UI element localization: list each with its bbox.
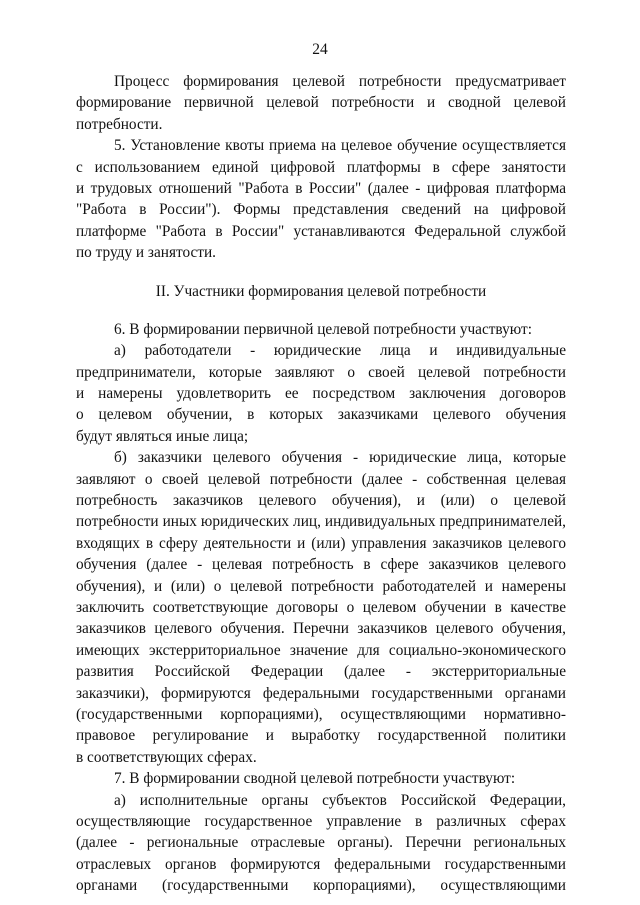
text-line: имеющих экстерриториальное значение для социально-экономического — [76, 641, 566, 659]
text-line: осуществляющие государственное управление в различных сферах — [76, 812, 566, 830]
document-body — [76, 71, 566, 896]
text-line: отраслевых органов формируются федеральными государственными — [76, 855, 566, 873]
text-line: "Работа в России"). Формы представления сведений на цифровой — [76, 201, 566, 219]
text-line: обучения), и (или) о целевой потребности работодателей и намерены — [76, 577, 566, 595]
text-line: 7. В формировании сводной целевой потребности участвуют: — [114, 770, 516, 788]
text-line: платформе "Работа в России" устанавливаются Федеральной службой — [76, 222, 566, 240]
text-line: обучения (далее - целевая потребность в сфере заказчиков целевого — [76, 556, 566, 574]
text-line: а) работодатели - юридические лица и индивидуальные — [114, 342, 566, 360]
text-line: по труду и занятости. — [76, 244, 216, 262]
heading-text: II. Участники формирования целевой потребности — [155, 282, 487, 300]
text-line: (государственными корпорациями), осуществляющими нормативно- — [76, 705, 566, 723]
paragraph — [76, 135, 566, 263]
paragraph — [76, 790, 566, 897]
text-line: с использованием единой цифровой платформы в сфере занятости — [76, 158, 566, 176]
text-line: входящих в сферу деятельности и (или) управления заказчиков целевого — [76, 534, 566, 552]
page-number: 24 — [312, 41, 328, 58]
text-line: будут являться иные лица; — [76, 427, 249, 445]
text-line: заявляют о своей целевой потребности (далее - собственная целевая — [76, 470, 566, 488]
text-line: в соответствующих сферах. — [76, 748, 257, 766]
text-line: заказчики), формируются федеральными государственными органами — [76, 684, 566, 702]
text-line: потребность заказчиков целевого обучения), и (или) о целевой — [76, 492, 566, 510]
text-line: потребности. — [76, 115, 163, 133]
text-line: формирование первичной целевой потребности и сводной целевой — [76, 94, 566, 112]
paragraph — [76, 319, 566, 340]
text-line: органами (государственными корпорациями), осуществляющими — [76, 877, 566, 895]
section-spacer — [76, 264, 566, 281]
paragraph — [76, 340, 566, 447]
text-line: потребности иных юридических лиц, индивидуальных предпринимателей, — [76, 513, 566, 531]
text-line: заказчиков целевого обучения. Перечни заказчиков целевого обучения, — [76, 620, 566, 638]
text-line: предприниматели, которые заявляют о своей целевой потребности — [76, 363, 566, 381]
paragraph — [76, 447, 566, 768]
text-line: и намерены удовлетворить ее посредством заключения договоров — [76, 385, 566, 403]
paragraph — [76, 71, 566, 135]
text-line: (далее - региональные отраслевые органы). Перечни региональных — [76, 834, 566, 852]
text-line: а) исполнительные органы субъектов Российской Федерации, — [114, 791, 566, 809]
text-line: и трудовых отношений "Работа в России" (далее - цифровая платформа — [76, 179, 566, 197]
text-line: правовое регулирование и выработку государственной политики — [76, 727, 566, 745]
paragraph — [76, 768, 566, 789]
text-line: 5. Установление квоты приема на целевое обучение осуществляется — [114, 137, 566, 155]
text-line: развития Российской Федерации (далее - экстерриториальные — [76, 663, 566, 681]
section-heading — [76, 281, 566, 302]
text-line: 6. В формировании первичной целевой потребности участвуют: — [114, 320, 532, 338]
section-spacer — [76, 302, 566, 319]
text-line: б) заказчики целевого обучения - юридические лица, которые — [114, 449, 566, 467]
text-line: заключить соответствующие договоры о целевом обучении в качестве — [76, 598, 566, 616]
text-line: Процесс формирования целевой потребности предусматривает — [114, 73, 566, 90]
text-line: о целевом обучении, в которых заказчиками целевого обучения — [76, 406, 566, 424]
